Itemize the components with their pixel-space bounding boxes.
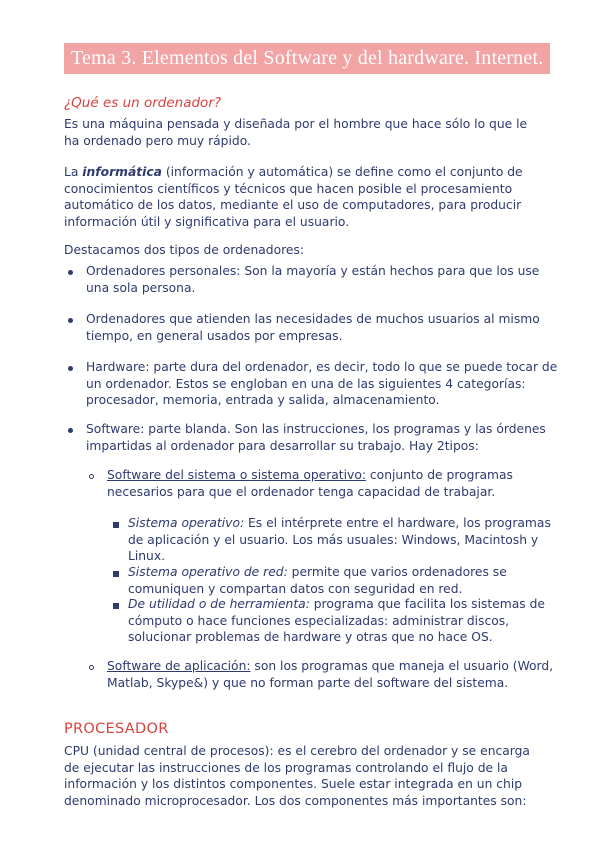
text-utility: programa que facilita los sistemas de cómputo o hace funciones especializadas: administrar discos, solucionar problemas de hardware y otras que no hace OS. xyxy=(128,597,545,644)
informatica-term: informática xyxy=(82,165,162,179)
sub-sub-list-item xyxy=(128,564,538,597)
term-utility: De utilidad o de herramienta: xyxy=(128,597,310,611)
sub-sub-list-item xyxy=(128,515,560,565)
term-os: Sistema operativo: xyxy=(128,516,245,530)
application-software-term: Software de aplicación: xyxy=(107,659,251,673)
term-network-os: Sistema operativo de red: xyxy=(128,565,288,579)
section-heading-procesador: PROCESADOR xyxy=(64,721,169,737)
system-software-term: Software del sistema o sistema operativo: xyxy=(107,468,366,482)
informatica-pre: La xyxy=(64,165,83,179)
application-software-text: son los programas que maneja el usuario (Word, Matlab, Skype&) y que no forman parte del software del sistema. xyxy=(107,659,554,690)
bullet-dot xyxy=(68,366,73,371)
bullet-dot xyxy=(68,270,73,275)
sub-bullet-circle xyxy=(89,474,94,479)
informatica-paragraph xyxy=(64,164,544,230)
square-bullet xyxy=(113,522,119,528)
bullet-dot xyxy=(68,428,73,433)
text-network-os: permite que varios ordenadores se comuniquen y compartan datos con seguridad en red. xyxy=(128,565,507,596)
sub-list-item-system-software xyxy=(107,467,547,500)
intro-paragraph: Es una máquina pensada y diseñada por el hombre que hace sólo lo que le ha ordenado pero muy rápido. xyxy=(64,117,528,148)
page-title: Tema 3. Elementos del Software y del hardware. Internet. xyxy=(64,43,550,74)
types-intro: Destacamos dos tipos de ordenadores: xyxy=(64,243,305,257)
square-bullet xyxy=(113,571,119,577)
bullet-dot xyxy=(68,318,73,323)
sub-bullet-circle xyxy=(89,665,94,670)
section-heading-ordenador: ¿Qué es un ordenador? xyxy=(64,95,222,111)
system-software-text: conjunto de programas necesarios para que el ordenador tenga capacidad de trabajar. xyxy=(107,468,513,499)
list-item: Hardware: parte dura del ordenador, es decir, todo lo que se puede tocar de un ordenador. Estos se engloban en una de las siguientes 4 categorías: procesador, memoria, entrada y salida, almacenamiento. xyxy=(86,360,558,407)
list-item: Ordenadores que atienden las necesidades de muchos usuarios al mismo tiempo, en general usados por empresas. xyxy=(86,312,540,343)
sub-sub-list-item xyxy=(128,596,558,646)
sub-list-item-application-software xyxy=(107,658,557,691)
list-item: Ordenadores personales: Son la mayoría y están hechos para que los use una sola persona. xyxy=(86,264,540,295)
informatica-definition: (información y automática) se define como el conjunto de conocimientos científicos y técnicos que hacen posible el procesamiento automático de los datos, mediante el uso de computadores, para producir información útil y significativa para el usuario. xyxy=(64,165,523,229)
square-bullet xyxy=(113,603,119,609)
procesador-paragraph: CPU (unidad central de procesos): es el cerebro del ordenador y se encarga de ejecutar las instrucciones de los programas controlando el flujo de la información y los distintos componentes. Suele estar integrada en un chip denominado microprocesador. Los dos componentes más importantes son: xyxy=(64,744,530,808)
text-os: Es el intérprete entre el hardware, los programas de aplicación y el usuario. Los más usuales: Windows, Macintosh y Linux. xyxy=(128,516,551,563)
list-item: Software: parte blanda. Son las instrucciones, los programas y las órdenes impartidas al ordenador para desarrollar su trabajo. Hay 2tipos: xyxy=(86,422,546,453)
